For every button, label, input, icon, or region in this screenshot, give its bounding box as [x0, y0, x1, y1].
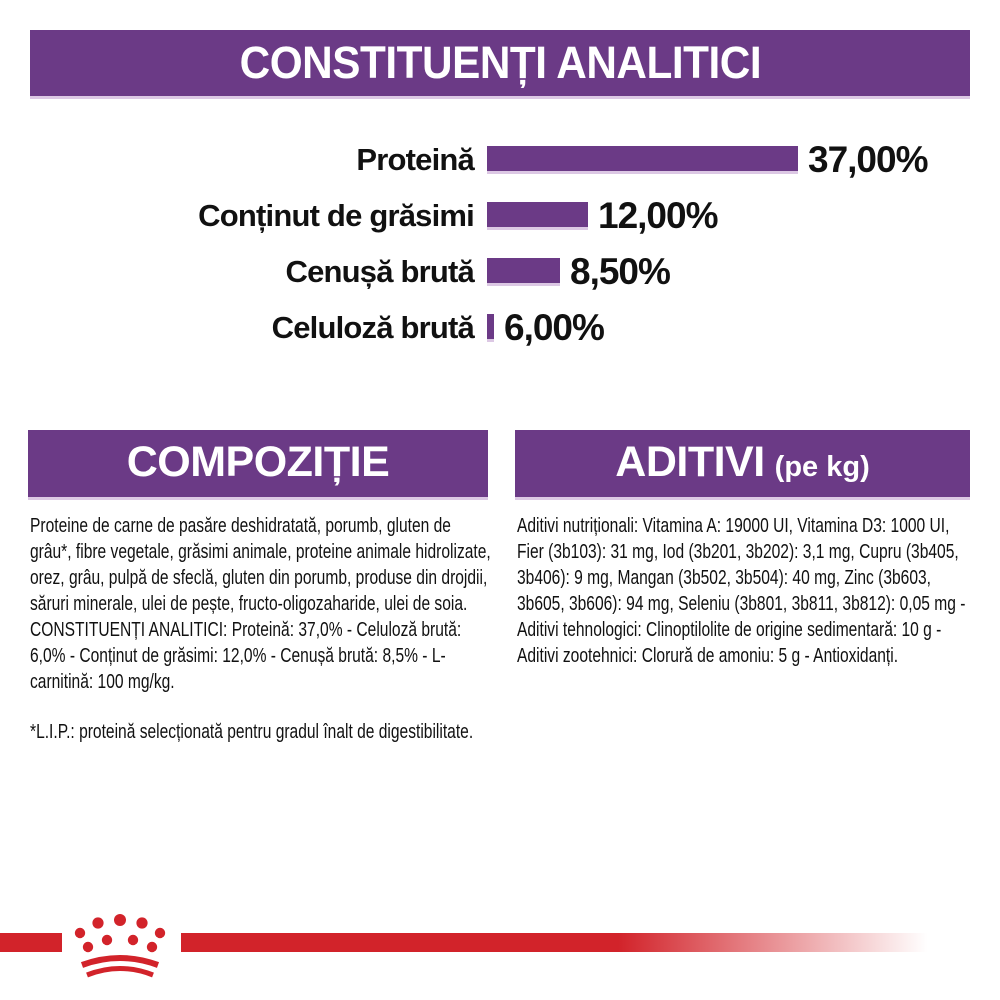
- chart-category-label: Proteină: [356, 142, 474, 177]
- royal-canin-crown-icon: [60, 908, 180, 986]
- composition-title: COMPOZIȚIE: [126, 438, 390, 486]
- chart-bar: [487, 202, 588, 230]
- composition-ingredients-paragraph: Proteine de carne de pasăre deshidratată, porumb, gluten de grâu*, fibre vegetale, grăsimi animale, proteine animale hidrolizate, orez, grâu, pulpă de sfeclă, gluten din porumb, produse din drojdii, săruri minerale, ulei de pește, fructo-oligozaharide, ulei de soia.: [30, 514, 491, 615]
- chart-row: [0, 300, 1000, 356]
- composition-constituents-paragraph: CONSTITUENȚI ANALITICI: Proteină: 37,0% - Celuloză brută: 6,0% - Conținut de grăsimi: 12,0% - Cenușă brută: 8,5% - L-carnitină: 100 mg/kg.: [30, 618, 462, 693]
- chart-bar: [487, 258, 560, 286]
- chart-value-label: 12,00%: [598, 195, 718, 236]
- chart-row: [0, 244, 1000, 300]
- chart-row: [0, 132, 1000, 188]
- chart-bar: [487, 146, 798, 174]
- chart-value-label: 6,00%: [504, 307, 604, 348]
- footer-red-band-left: [0, 933, 62, 952]
- chart-value-label: 8,50%: [570, 251, 670, 292]
- additives-paragraph: Aditivi nutriționali: Vitamina A: 19000 UI, Vitamina D3: 1000 UI, Fier (3b103): 31 mg, Iod (3b201, 3b202): 3,1 mg, Cupru (3b405, 3b406): 9 mg, Mangan (3b502, 3b504): 40 mg, Zinc (3b603, 3b605, 3b606): 94 mg, Seleniu (3b801, 3b811, 3b812): 0,05 mg - Aditivi tehnologici: Clinoptilolite de origine sedimentară: 10 g - Aditivi zootehnici: Clorură de amoniu: 5 g - Antioxidanți.: [517, 514, 966, 667]
- additives-header: [515, 430, 970, 500]
- composition-lip-note: *L.I.P.: proteină selecționată pentru gradul înalt de digestibilitate.: [30, 720, 474, 743]
- chart-row: [0, 188, 1000, 244]
- chart-category-label: Celuloză brută: [271, 310, 474, 345]
- analytical-constituents-chart: [0, 132, 1000, 356]
- chart-category-label: Cenușă brută: [285, 254, 474, 289]
- composition-text-column: [30, 513, 494, 745]
- chart-category-label: Conținut de grăsimi: [198, 198, 474, 233]
- analytical-constituents-header: [30, 30, 970, 99]
- composition-header: [28, 430, 488, 500]
- chart-value-label: 37,00%: [808, 139, 928, 180]
- additives-title: ADITIVI: [615, 438, 765, 486]
- analytical-constituents-title: CONSTITUENȚI ANALITICI: [239, 37, 761, 88]
- footer-red-band-right: [181, 933, 935, 952]
- additives-text-column: [517, 513, 973, 669]
- additives-title-suffix: (pe kg): [774, 451, 870, 483]
- chart-bar: [487, 314, 494, 342]
